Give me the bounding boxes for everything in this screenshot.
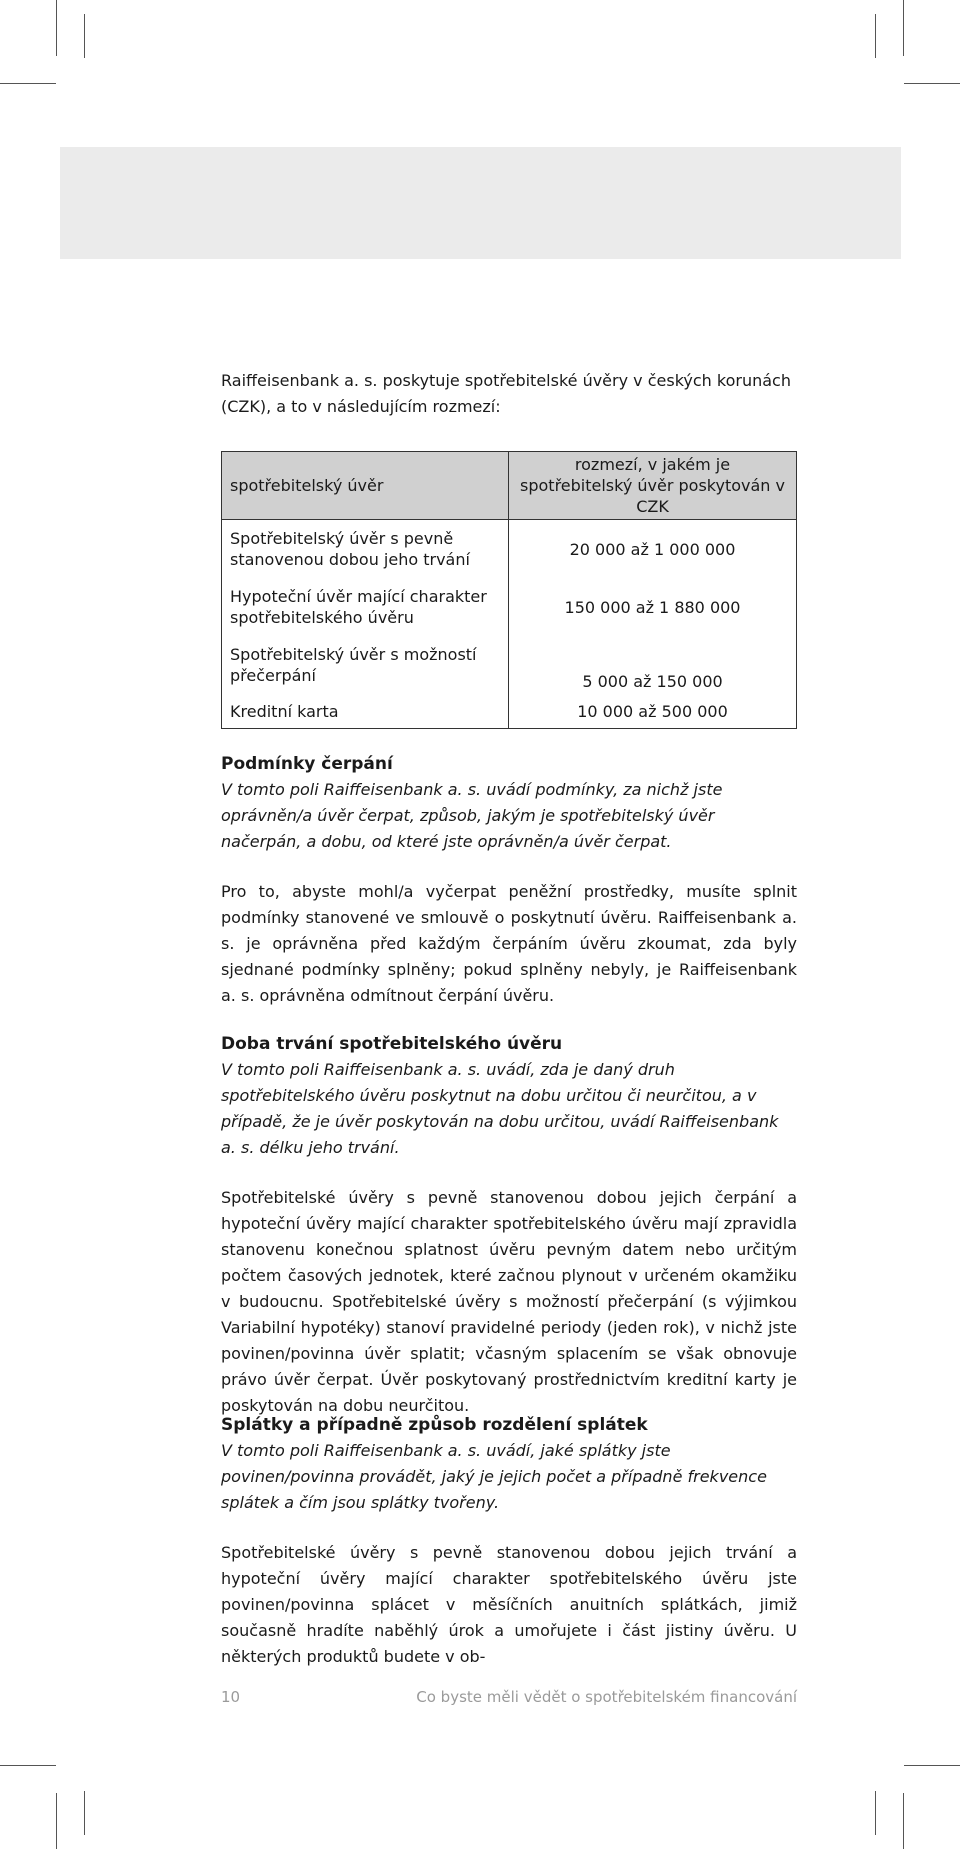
section-paragraph: Spotřebitelské úvěry s pevně stanovenou dobou jejich čerpání a hypoteční úvěry mající charakter spotřebitelského úvěru mají zpravidla stanovenu konečnou splatnost úvěru pevným datem nebo určitým počtem časových jednotek, které začnou plynout v určeném okamžiku v budoucnu. Spotřebitelské úvěry s možností přečerpání (s výjimkou Variabilní hypotéky) stanoví pravidelné periody (jeden rok), v nichž jste povinen/povinna úvěr splatit; včasným splacením se však obnovuje právo úvěr čerpat. Úvěr poskytovaný prostřednictvím kreditní karty je poskytován na dobu neurčitou. (221, 1188, 797, 1415)
footer-title: Co byste měli vědět o spotřebitelském financování (416, 1688, 797, 1706)
loan-range: 5 000 až 150 000 (509, 636, 797, 694)
crop-mark (56, 0, 57, 56)
loan-range: 20 000 až 1 000 000 (509, 520, 797, 579)
section-title: Podmínky čerpání (221, 754, 393, 774)
crop-mark (875, 14, 876, 58)
crop-mark (904, 1765, 960, 1766)
crop-mark (0, 83, 56, 84)
loan-range-table (221, 451, 797, 729)
section-duration (221, 1031, 797, 1419)
intro-text: Raiffeisenbank a. s. poskytuje spotřebitelské úvěry v českých korunách (CZK), a to v následujícím rozmezí: (221, 371, 791, 416)
crop-mark (875, 1791, 876, 1835)
section-description: V tomto poli Raiffeisenbank a. s. uvádí podmínky, za nichž jste oprávněn/a úvěr čerpat, způsob, jakým je spotřebitelský úvěr načerpán, a dobu, od které jste oprávněn/a úvěr čerpat. (221, 780, 723, 851)
loan-type: Spotřebitelský úvěr s možností přečerpání (222, 636, 509, 694)
table-row (222, 520, 797, 579)
crop-mark (0, 1765, 56, 1766)
section-paragraph: Spotřebitelské úvěry s pevně stanovenou dobou jejich trvání a hypoteční úvěry mající charakter spotřebitelského úvěru jste povinen/povinna splácet v měsíčních anuitních splátkách, jimiž současně hradíte naběhlý úrok a umořujete i část jistiny úvěru. U některých produktů budete v ob- (221, 1543, 797, 1666)
section-repayments (221, 1412, 797, 1670)
loan-range: 150 000 až 1 880 000 (509, 578, 797, 636)
crop-mark (903, 1793, 904, 1849)
crop-mark (903, 0, 904, 56)
table-header-range: rozmezí, v jakém je spotřebitelský úvěr poskytován v CZK (509, 452, 797, 520)
crop-mark (84, 14, 85, 58)
loan-type: Kreditní karta (222, 694, 509, 729)
section-description: V tomto poli Raiffeisenbank a. s. uvádí, jaké splátky jste povinen/povinna provádět, jaký je jejich počet a případně frekvence splátek a čím jsou splátky tvořeny. (221, 1441, 767, 1512)
table-row (222, 578, 797, 636)
section-title: Doba trvání spotřebitelského úvěru (221, 1034, 563, 1054)
header-band (60, 147, 901, 259)
section-description: V tomto poli Raiffeisenbank a. s. uvádí, zda je daný druh spotřebitelského úvěru poskytnut na dobu určitou či neurčitou, a v případě, že je úvěr poskytován na dobu určitou, uvádí Raiffeisenbank a. s. délku jeho trvání. (221, 1060, 779, 1157)
crop-mark (84, 1791, 85, 1835)
loan-range: 10 000 až 500 000 (509, 694, 797, 729)
section-paragraph: Pro to, abyste mohl/a vyčerpat peněžní prostředky, musíte splnit podmínky stanovené ve smlouvě o poskytnutí úvěru. Raiffeisenbank a. s. je oprávněna před každým čerpáním úvěru zkoumat, zda byly sjednané podmínky splněny; pokud splněny nebyly, je Raiffeisenbank a. s. oprávněna odmítnout čerpání úvěru. (221, 882, 797, 1005)
loan-type: Spotřebitelský úvěr s pevně stanovenou dobou jeho trvání (222, 520, 509, 579)
crop-mark (56, 1793, 57, 1849)
table-header-row (222, 452, 797, 520)
table-row (222, 694, 797, 729)
table-header-type: spotřebitelský úvěr (222, 452, 509, 520)
page-number: 10 (221, 1688, 241, 1706)
crop-mark (904, 83, 960, 84)
section-drawdown (221, 751, 797, 1009)
loan-type: Hypoteční úvěr mající charakter spotřebitelského úvěru (222, 578, 509, 636)
table-row (222, 636, 797, 694)
section-title: Splátky a případně způsob rozdělení splátek (221, 1415, 648, 1435)
